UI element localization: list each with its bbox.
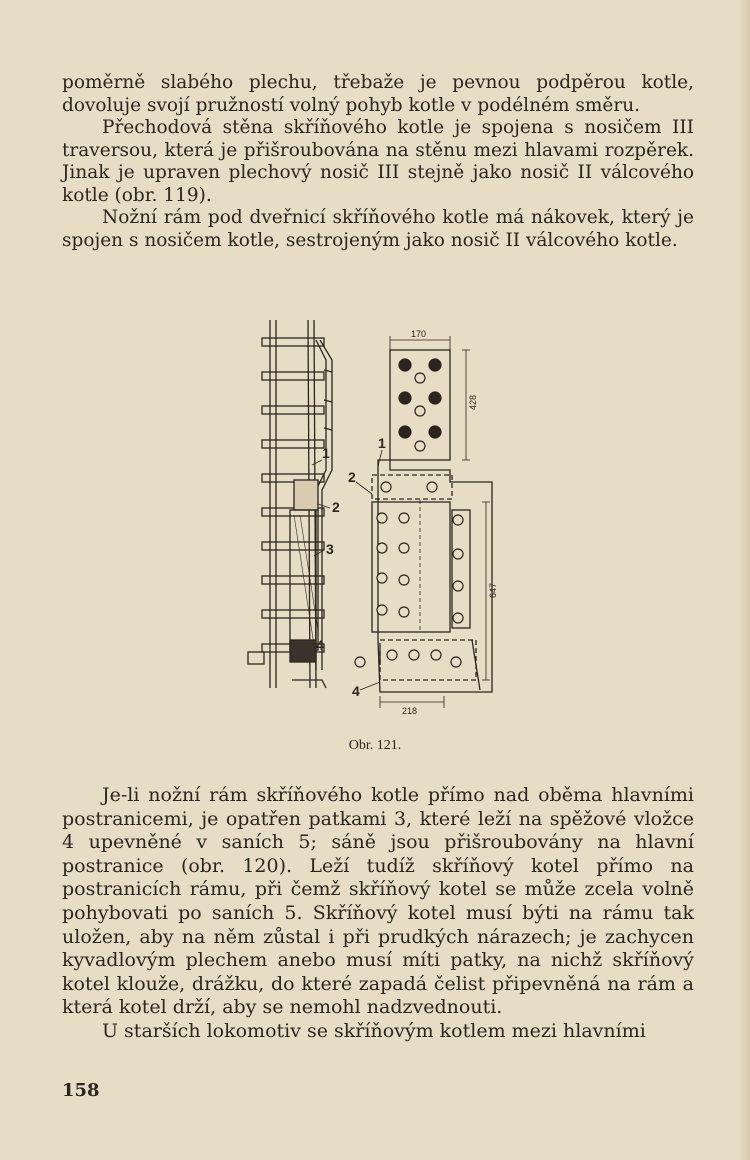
label-1-right: 1: [378, 435, 386, 451]
label-4-right: 4: [352, 683, 360, 699]
dimension-upper-height: 428: [468, 394, 478, 410]
label-2-left: 2: [332, 499, 340, 515]
label-1-left: 1: [322, 445, 330, 461]
paragraph-foot-frame-above-sides: Je-li nožní rám skříňového kotle přímo nad oběma hlavními postranicemi, je opatřen patkami 3, které leží na spěžové vložce 4 upevněné v saních 5; sáně jsou přišroubovány na hlavní postranice (obr. 120). Leží tudíž skříňový kotel přímo na postranicích rámu, při čemž skříňový kotel se může zcela volně pohybovati po saních 5. Skříňový kotel musí býti na rámu tak uložen, aby na něm zůstal i při prudkých nárazech; je zachycen kyvadlovým plechem anebo musí míti patky, na nichž skříňový kotel klouže, drážku, do které zapadá čelist připevněná na rám a která kotel drží, aby se nemohl nadzvednouti.: [62, 784, 694, 1019]
paragraph-older-locomotives: U starších lokomotiv se skříňovým kotlem mezi hlavními: [102, 1019, 646, 1042]
figure-caption: Obr. 121.: [348, 738, 402, 753]
paragraph-transition-wall: Přechodová stěna skříňového kotle je spojena s nosičem III traversou, která je přišroubována na stěnu mezi hlavami rozpěrek. Jinak je upraven plechový nosič III stejně jako nosič II válcového kotle (obr. 119).: [62, 117, 694, 206]
dimension-top-width: 170: [411, 329, 427, 339]
page-edge: [738, 0, 750, 1160]
bolt-holes: [355, 359, 463, 667]
page-number: 158: [62, 1080, 100, 1101]
label-4-left: 4: [316, 637, 324, 653]
paragraph-continuation: poměrně slabého plechu, třebaže je pevnou podpěrou kotle, dovoluje svojí pružností volný pohyb kotle v podélném směru.: [62, 72, 694, 116]
label-3-left: 3: [326, 541, 334, 557]
dimension-bottom-width: 218: [402, 706, 418, 716]
technical-figure: [230, 310, 530, 720]
dimension-lower-height: 647: [488, 582, 498, 598]
bottom-text-block: [62, 784, 694, 1044]
label-2-right: 2: [348, 469, 356, 485]
side-labels: [316, 445, 340, 653]
paragraph-foot-frame: Nožní rám pod dveřnicí skříňového kotle má nákovek, který je spojen s nosičem kotle, sestrojeným jako nosič II válcového kotle.: [62, 207, 694, 251]
top-text-block: [62, 72, 694, 252]
side-section-drawing: [248, 320, 332, 688]
